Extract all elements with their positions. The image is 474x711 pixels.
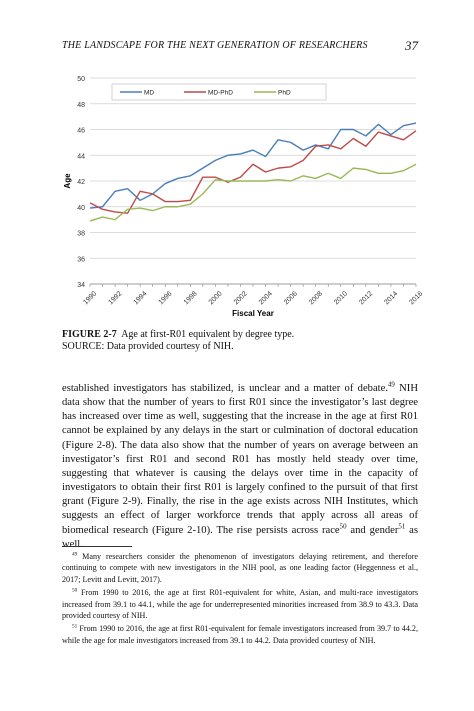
x-tick-label: 2000 xyxy=(207,290,224,307)
y-tick-label: 40 xyxy=(77,204,85,212)
y-tick-label: 36 xyxy=(77,256,85,264)
legend-label: MD xyxy=(144,89,155,97)
caption-line xyxy=(62,329,418,341)
footnote-number: 51 xyxy=(72,623,78,630)
footnote-text: Many researchers consider the phenomenon of investigators delaying retirement, and therefore continuing to compete with new investigators in the NIH pool, as one leading factor (Heggenness et al., 2017; Levitt and Levitt, 2017). xyxy=(62,552,418,584)
series-lines xyxy=(90,123,416,221)
y-tick-label: 42 xyxy=(77,179,85,186)
x-tick-label: 2004 xyxy=(257,290,274,307)
series-line-md-phd xyxy=(90,131,416,213)
footnote-51 xyxy=(62,623,418,646)
body-text-end: as well. xyxy=(62,524,418,550)
x-tick-label: 2016 xyxy=(408,290,425,307)
figure-title: Age at first-R01 equivalent by degree type. xyxy=(121,329,295,340)
footnotes xyxy=(62,551,418,648)
footnote-ref-50[interactable]: 50 xyxy=(339,523,347,531)
footnote-number: 49 xyxy=(72,551,78,558)
footnote-ref-51[interactable]: 51 xyxy=(398,523,406,531)
page-number: 37 xyxy=(405,38,418,53)
x-tick-label: 1994 xyxy=(132,290,149,307)
body-text-gender: and gender xyxy=(346,524,399,536)
footnote-text: From 1990 to 2016, the age at first R01-equivalent for white, Asian, and multi-race investigators increased from 39.1 to 44.1, while the age for underrepresented minorities increased from 38.9 to 43.3. Data provided courtesy of NIH. xyxy=(62,588,418,621)
x-tick-label: 1990 xyxy=(82,290,99,307)
x-tick-label: 2008 xyxy=(308,290,325,307)
footnote-text: From 1990 to 2016, the age at first R01-equivalent for female investigators increased from 39.7 to 44.2, while the age for male investigators increased from 39.1 to 44.2. Data provided courtesy of NIH. xyxy=(62,624,418,645)
footnote-49 xyxy=(62,551,418,585)
x-tick-label: 1998 xyxy=(182,290,199,307)
y-axis-label: Age xyxy=(63,173,72,189)
footnote-ref-49[interactable]: 49 xyxy=(387,381,395,389)
legend-label: MD-PhD xyxy=(208,89,233,97)
x-axis-label: Fiscal Year xyxy=(232,309,274,318)
footnote-divider xyxy=(62,546,132,547)
y-tick-label: 34 xyxy=(77,282,85,289)
body-text-start: established investigators has stabilized, is unclear and a matter of debate. xyxy=(62,383,388,394)
figure-label: FIGURE 2-7 xyxy=(62,329,117,340)
y-tick-label: 38 xyxy=(77,230,85,238)
legend xyxy=(112,84,326,100)
line-chart xyxy=(62,64,425,324)
footnote-number: 50 xyxy=(72,587,78,594)
figure-2-7-chart xyxy=(62,64,425,324)
x-tick-label: 2010 xyxy=(333,290,350,307)
figure-source: SOURCE: Data provided courtesy of NIH. xyxy=(62,341,234,352)
y-tick-label: 46 xyxy=(77,127,85,135)
y-tick-label: 50 xyxy=(77,76,85,83)
x-tick-label: 2006 xyxy=(282,290,299,307)
x-tick-label: 1992 xyxy=(107,290,124,307)
body-paragraph xyxy=(62,382,418,552)
running-head xyxy=(62,40,418,56)
legend-label: PhD xyxy=(278,89,291,97)
y-tick-label: 48 xyxy=(77,101,85,109)
running-title: THE LANDSCAPE FOR THE NEXT GENERATION OF RESEARCHERS xyxy=(62,40,368,51)
x-tick-label: 2014 xyxy=(383,290,400,307)
x-tick-label: 2012 xyxy=(358,290,375,307)
x-tick-label: 1996 xyxy=(157,290,174,307)
body-text-main: NIH data show that the number of years to first R01 since the investigator’s last degree has increased over time as well, suggesting that the increase in the age at first R01 cannot be explained by any delays in the start or culmination of doctoral education (Figure 2-8). The data also show that the number of years on average between an investigator’s first R01 and second R01 has mostly held steady over time, suggesting that whatever is causing the delays over time in the capacity of investigators to obtain their first R01 is largely confined to the pursuit of that first grant (Figure 2-9). Finally, the rise in the age exists across NIH Institutes, which suggests an effect of larger workforce trends that apply across all areas of biomedical research (Figure 2-10). The rise persists across race xyxy=(62,383,418,536)
figure-caption xyxy=(62,329,418,353)
x-tick-label: 2002 xyxy=(232,290,249,307)
series-line-md xyxy=(90,123,416,208)
y-tick-label: 44 xyxy=(77,153,85,161)
footnote-50 xyxy=(62,587,418,621)
